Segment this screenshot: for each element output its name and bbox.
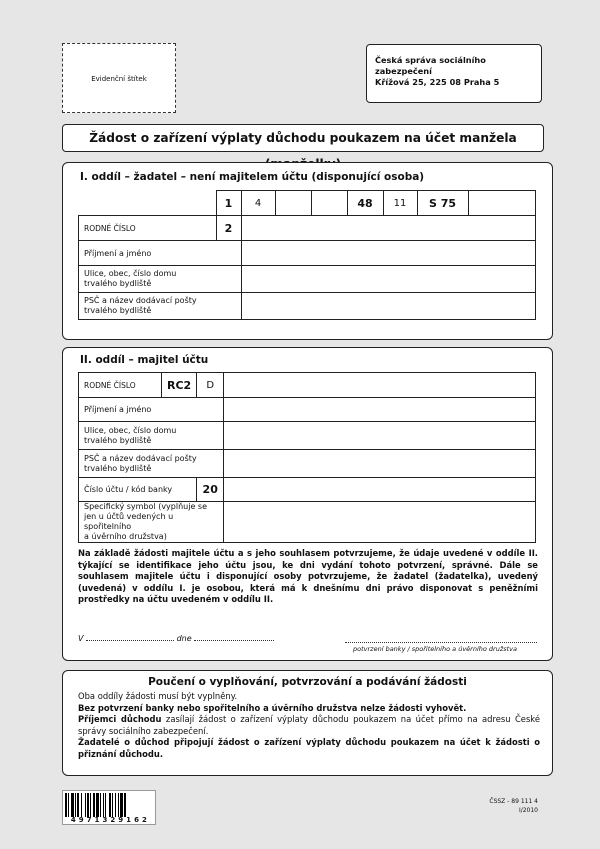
owner-rc-d: D xyxy=(197,373,224,398)
place-date-line: V dne xyxy=(78,634,274,643)
street-field[interactable] xyxy=(241,266,536,293)
evidence-label-text: Evidenční štítek xyxy=(91,75,147,83)
postcode-label: PSČ a název dodávací pošty trvalého bydliště xyxy=(79,293,242,320)
section-2-table xyxy=(78,372,536,543)
owner-rodne-cislo-field[interactable] xyxy=(224,373,536,398)
account-field[interactable] xyxy=(224,478,536,502)
instruction-2: Bez potvrzení banky nebo spořitelního a úvěrního družstva nelze žádosti vyhovět. xyxy=(78,702,467,713)
specific-symbol-field[interactable] xyxy=(224,502,536,543)
code-cell-6: 11 xyxy=(383,191,417,216)
bank-signature-label: potvrzení banky / spořitelního a úvěrního družstva xyxy=(353,645,518,653)
form-title: Žádost o zařízení výplaty důchodu poukazem na účet manžela xyxy=(89,131,517,145)
form-title-box xyxy=(62,124,544,152)
code-cell-3[interactable] xyxy=(275,191,311,216)
instruction-3: Příjemci důchodu zasílají žádost o zařízení výplaty důchodu poukazem na účet přímo na adresu České správy sociálního zabezpečení. xyxy=(78,714,541,736)
instruction-1: Oba oddíly žádosti musí být vyplněny. xyxy=(78,691,238,701)
name-label: Příjmení a jméno xyxy=(79,241,242,266)
code-cell-7: S 75 xyxy=(417,191,468,216)
code-cell-8[interactable] xyxy=(468,191,536,216)
owner-street-label: Ulice, obec, číslo domu trvalého bydliště xyxy=(79,422,224,450)
owner-rc-code: RC2 xyxy=(162,373,197,398)
evidence-label-box xyxy=(62,43,176,113)
date-field[interactable] xyxy=(194,640,274,641)
code-cell-5: 48 xyxy=(347,191,383,216)
barcode-bars xyxy=(65,793,153,817)
owner-rodne-cislo-label: RODNÉ ČÍSLO xyxy=(79,373,162,398)
owner-postcode-field[interactable] xyxy=(224,450,536,478)
bank-signature-field[interactable] xyxy=(345,634,537,643)
barcode xyxy=(62,790,156,825)
section-2-title: II. oddíl – majitel účtu xyxy=(80,354,209,366)
code-cell-4[interactable] xyxy=(311,191,347,216)
code-cell-1: 1 xyxy=(216,191,241,216)
code-cell-2: 4 xyxy=(241,191,275,216)
rodne-cislo-code: 2 xyxy=(216,216,241,241)
rodne-cislo-label: RODNÉ ČÍSLO xyxy=(79,216,217,241)
postcode-field[interactable] xyxy=(241,293,536,320)
section-1-title: I. oddíl – žadatel – není majitelem účtu (disponující osoba) xyxy=(80,171,425,183)
instruction-4: Žadatelé o důchod připojují žádost o zařízení výplaty důchodu poukazem na účet k žádosti o přiznání důchodu. xyxy=(78,737,540,759)
owner-name-field[interactable] xyxy=(224,398,536,422)
instructions-box xyxy=(62,670,553,776)
footer-code-block xyxy=(489,797,538,815)
owner-name-label: Příjmení a jméno xyxy=(79,398,224,422)
barcode-number: 4 9 7 1 3 2 9 1 6 2 xyxy=(70,816,148,824)
instructions-title: Poučení o vyplňování, potvrzování a podávání žádosti xyxy=(148,676,467,688)
footer-date: I/2010 xyxy=(518,807,538,814)
owner-postcode-label: PSČ a název dodávací pošty trvalého bydliště xyxy=(79,450,224,478)
bank-declaration: Na základě žádosti majitele účtu a s jeho souhlasem potvrzujeme, že údaje uvedené v oddíle II. týkající se identifikace jeho účtu jsou, ke dni vydání tohoto potvrzení, správné. Dále se souhlasem majitele účtu i disponující osoby potvrzujeme, že žadatel (žadatelka), uvedený (uvedená) v oddílu I. je osobou, která má k dnešnímu dni právo disponovat s peněžními prostředky na účtu uvedeném v oddílu II. xyxy=(78,548,538,604)
owner-street-field[interactable] xyxy=(224,422,536,450)
rodne-cislo-field[interactable] xyxy=(241,216,536,241)
account-code: 20 xyxy=(197,478,224,502)
section-1 xyxy=(62,162,553,340)
address-line-1: Česká správa sociálního zabezpečení xyxy=(375,55,486,76)
street-label: Ulice, obec, číslo domu trvalého bydliště xyxy=(79,266,242,293)
footer-code: ČSSZ - 89 111 4 xyxy=(489,798,538,805)
section-2 xyxy=(62,347,553,661)
account-label: Číslo účtu / kód banky xyxy=(79,478,197,502)
specific-symbol-label: Specifický symbol (vyplňuje se jen u účtů vedených u spořitelního a úvěrního družstva) xyxy=(79,502,224,543)
section-1-table xyxy=(78,190,536,320)
address-box xyxy=(366,44,542,103)
place-field[interactable] xyxy=(86,640,174,641)
name-field[interactable] xyxy=(241,241,536,266)
address-line-2: Křížová 25, 225 08 Praha 5 xyxy=(375,77,500,87)
